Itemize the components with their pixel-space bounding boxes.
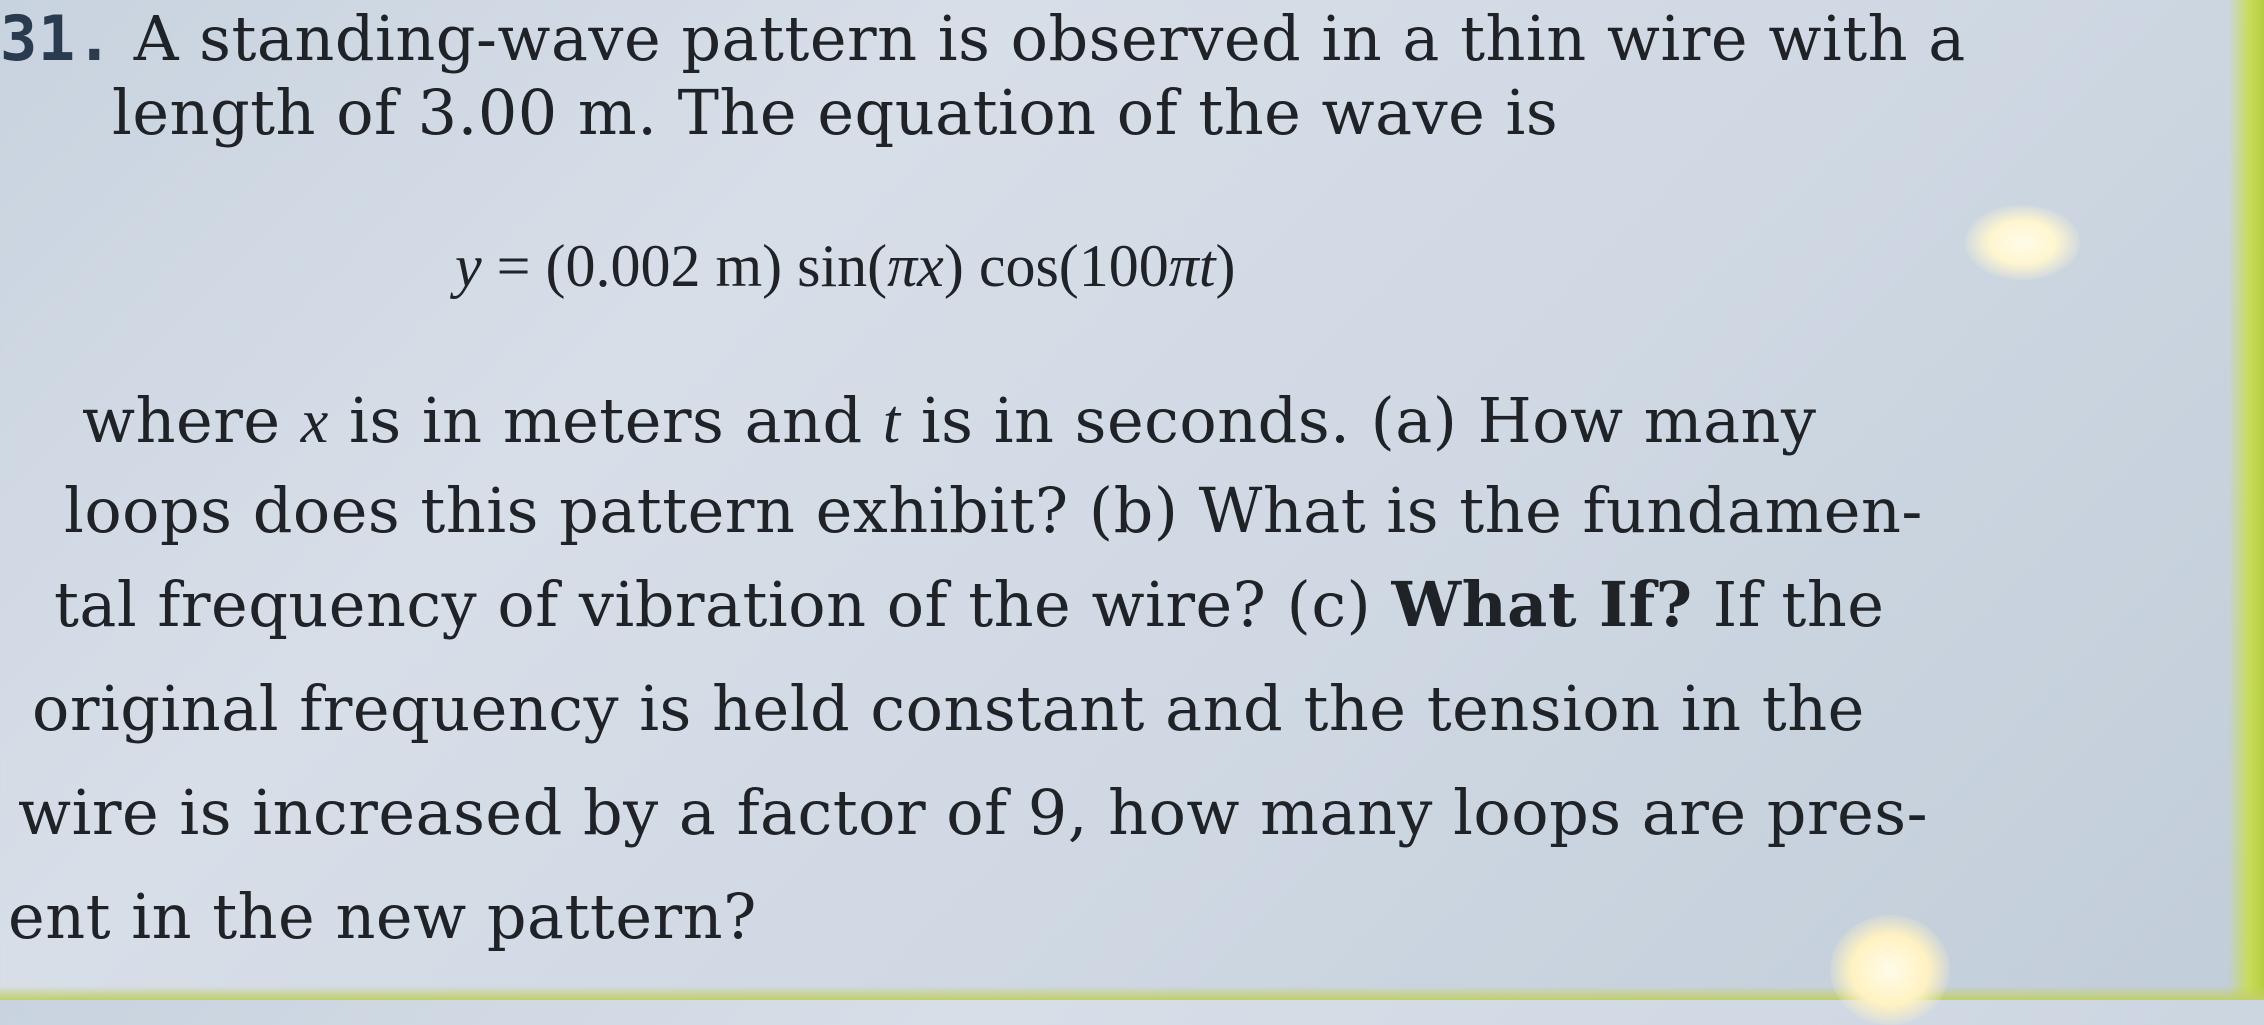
line3-var-x: x [300,388,329,456]
page-edge-bottom [0,986,2264,1000]
problem-line-4 [64,474,1923,547]
light-glare-bottom [1830,915,1950,1025]
line4-text: loops does this pattern exhibit? (b) What is the fundamen- [64,474,1923,547]
line3-var-t: t [882,388,901,456]
equation-lhs: y [455,233,482,299]
problem-line-7 [18,776,1929,849]
wave-equation [455,232,1236,301]
page-edge-right [2228,0,2264,1000]
problem-line-6 [32,672,1865,745]
equation-cos-arg: πt [1168,233,1216,299]
equation-equals: = [496,233,531,299]
problem-number: 31. [0,2,114,75]
line5-end: If the [1712,568,1885,641]
line7-text: wire is increased by a factor of 9, how many loops are pres- [18,776,1929,849]
problem-line-1 [0,2,1966,75]
equation-cos-prefix: cos(100 [978,233,1169,299]
line6-text: original frequency is held constant and the tension in the [32,672,1865,745]
light-glare-top [1965,205,2080,280]
equation-sin-suffix: ) [943,233,964,299]
equation-cos-suffix: ) [1215,233,1236,299]
line3-rest: is in seconds. (a) How many [920,384,1817,457]
line5-start: tal frequency of vibration of the wire? (c) [54,568,1372,641]
problem-line-3 [82,384,1817,457]
equation-sin-prefix: sin( [797,233,888,299]
line5-what-if: What If? [1391,568,1693,641]
equation-sin-arg: πx [887,233,944,299]
problem-line-8 [8,880,757,953]
problem-intro-line-2: length of 3.00 m. The equation of the wave is [112,76,1559,149]
problem-line-5 [54,568,1885,641]
problem-intro-line-1: A standing-wave pattern is observed in a thin wire with a [133,2,1966,75]
equation-amplitude: (0.002 m) [545,233,783,299]
line3-mid: is in meters and [349,384,863,457]
line3-where: where [82,384,281,457]
problem-line-2 [112,76,1559,149]
line8-text: ent in the new pattern? [8,880,757,953]
